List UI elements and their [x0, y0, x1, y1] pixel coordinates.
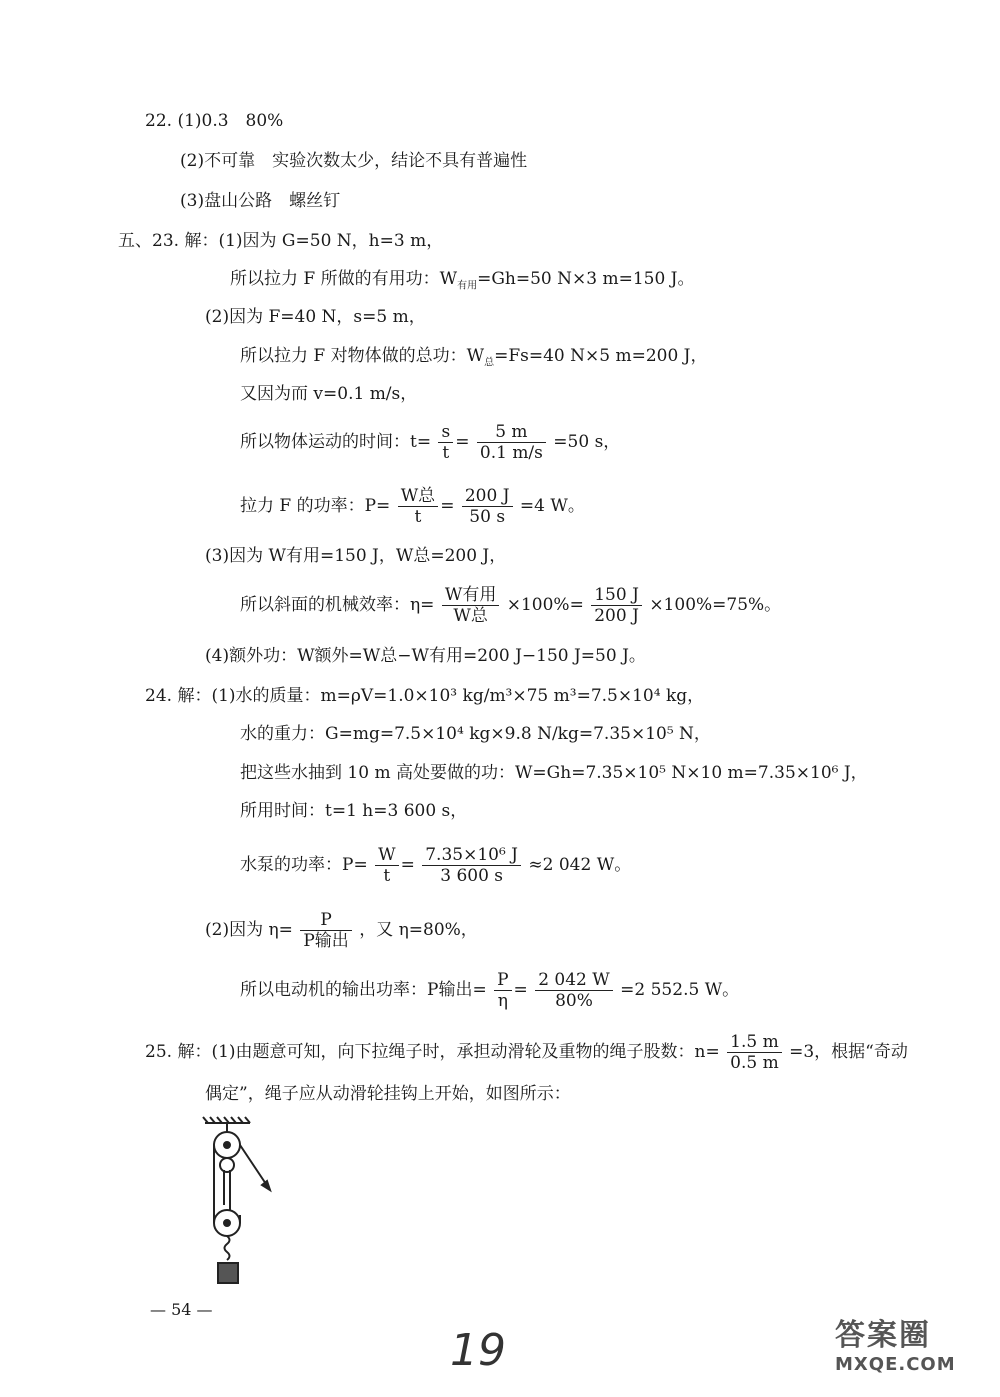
- line-22-2: (2)不可靠 实验次数太少，结论不具有普遍性: [180, 151, 528, 171]
- fraction: $\frac{\text{7.35×10⁶ J}}{3 600 s}$: [422, 845, 521, 886]
- fraction: $\frac{1.5 m}{0.5 m}$: [727, 1032, 782, 1073]
- line-24-b: 水的重力：G=mg=7.5×10⁴ kg×9.8 N/kg=7.35×10⁵ N，: [240, 724, 711, 744]
- line-23-c: 所以拉力 F 对物体做的总功：$W_总=Fs=40$ N×5 m=200 J，: [240, 346, 708, 369]
- line-24-e: 水泵的功率：P= $\frac{W}{t}$ = $\frac{\text{7.35×10⁶ J}}{3 600 s}$ ≈2 042 W。: [240, 845, 632, 886]
- pulley-diagram: [200, 1115, 290, 1290]
- line-23-h: 所以斜面的机械效率：η= $\frac{\text{W有用}}{\text{W总}}$ ×100%= $\frac{150 J}{200 J}$ ×100%=75%。: [240, 585, 782, 626]
- line-23-g: (3)因为 W有用=150 J，W总=200 J，: [205, 546, 507, 566]
- watermark-top: 答案圈: [835, 1318, 931, 1353]
- line-23-head: 五、23. 解：(1)因为 G=50 N，h=3 m，: [118, 231, 444, 251]
- line-24-g: 所以电动机的输出功率：P输出= $\frac{P}{\eta}$ = $\frac{2 042 W}{80\%}$ =2 552.5 W。: [240, 970, 740, 1011]
- line-22-1: 22. (1)0.3 80%: [145, 111, 284, 131]
- fraction: $\frac{P}{\text{P输出}}$: [300, 910, 351, 951]
- line-24-f: (2)因为 η= $\frac{P}{\text{P输出}}$ ，又 η=80%，: [205, 910, 478, 951]
- fraction: $\frac{\text{W有用}}{\text{W总}}$: [442, 585, 499, 626]
- line-25-a: 25. 解：(1)由题意可知，向下拉绳子时，承担动滑轮及重物的绳子股数：n= $\frac{1.5 m}{0.5 m}$ =3，根据“奇动: [145, 1032, 908, 1073]
- fraction: $\frac{s}{t}$: [438, 422, 453, 463]
- fraction: $\frac{2 042 W}{80\%}$: [535, 970, 613, 1011]
- watermark-logo: [835, 1310, 995, 1390]
- handwritten-number: 19: [450, 1325, 506, 1376]
- fraction: $\frac{200 J}{50 s}$: [462, 486, 513, 527]
- watermark-bottom: MXQE.COM: [835, 1354, 956, 1375]
- line-22-3: (3)盘山公路 螺丝钉: [180, 191, 341, 211]
- line-24-c: 把这些水抽到 10 m 高处要做的功：W=Gh=7.35×10⁵ N×10 m=7.35×10⁶ J，: [240, 763, 868, 783]
- line-24-d: 所用时间：t=1 h=3 600 s，: [240, 801, 468, 821]
- line-24-a: 24. 解：(1)水的质量：m=ρV=1.0×10³ kg/m³×75 m³=7.5×10⁴ kg，: [145, 686, 705, 706]
- fraction: $\frac{W}{t}$: [375, 845, 398, 886]
- line-23-e: 所以物体运动的时间：t= $\frac{s}{t}$ = $\frac{5 m}{0.1 m/s}$ =50 s，: [240, 422, 621, 463]
- fraction: $\frac{150 J}{200 J}$: [591, 585, 642, 626]
- fraction: $\frac{P}{\eta}$: [494, 970, 511, 1011]
- line-25-b: 偶定”，绳子应从动滑轮挂钩上开始，如图所示：: [205, 1084, 571, 1104]
- line-23-a: 所以拉力 F 所做的有用功：$W_{有用}=Gh=50$ N×3 m=150 J。: [230, 269, 695, 292]
- line-23-i: (4)额外功：W额外=W总−W有用=200 J−150 J=50 J。: [205, 646, 646, 666]
- fraction: $\frac{\text{W总}}{t}$: [398, 486, 438, 527]
- line-23-f: 拉力 F 的功率：P= $\frac{\text{W总}}{t}$ = $\frac{200 J}{50 s}$ =4 W。: [240, 486, 585, 527]
- line-23-d: 又因为而 v=0.1 m/s，: [240, 384, 418, 404]
- line-23-b: (2)因为 F=40 N，s=5 m，: [205, 307, 426, 327]
- page-number: — 54 —: [150, 1300, 213, 1319]
- fraction: $\frac{5 m}{0.1 m/s}$: [477, 422, 546, 463]
